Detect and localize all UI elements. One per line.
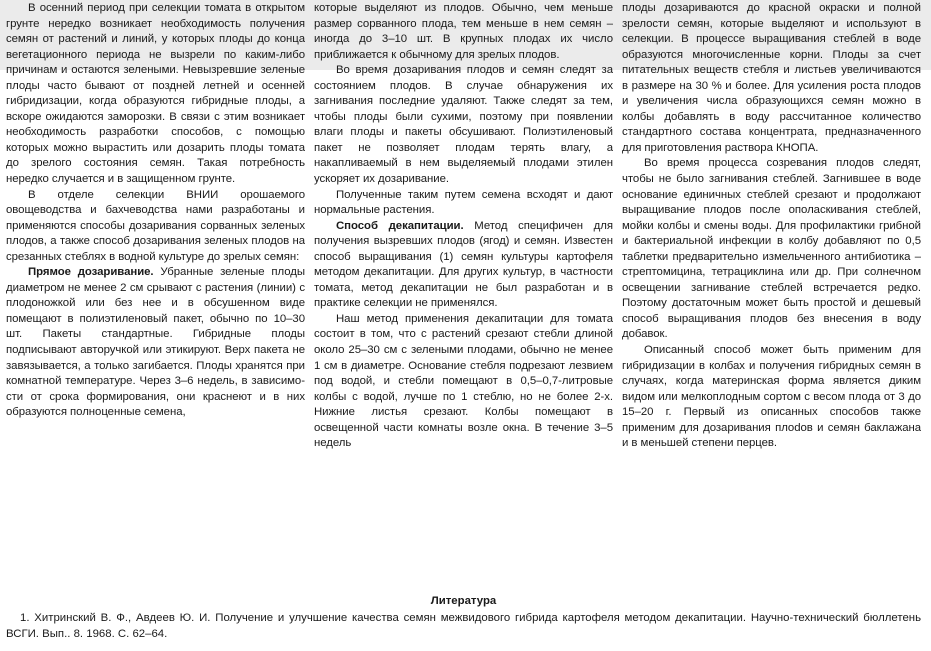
section-heading-direct-ripening: Прямое дозаривание. xyxy=(28,266,154,279)
references-heading: Литература xyxy=(430,595,497,607)
paragraph-text: Описанный способ может быть применим для гибридизации в колбах и получения гибридных семян в случаях, когда материнская форма является диким видом или мелкоплодным сортом с весом плода от 3 до 15–20 г. Первый из описанных способов также применим для дозаривания плоdов и семян баклажана и в меньшей степени перцев. xyxy=(622,344,921,450)
reference-item: 1. Хитринский В. Ф., Авдеев Ю. И. Получение и улучшение качества семян межвидового гибрида картофеля методом декапитации. Научно-технический бюллетень ВСГИ. Вып.. 8. 1968. С. 62–64. xyxy=(6,611,921,640)
paragraph-text: Метод специфичен для получения вызревших плодов (ягод) и семян. Известен способ выращивания (1) семян культуры картофеля методом декапитации. Для других культур, в частности томата, метод декапитации не был разработан и в практике селекции не применялся. xyxy=(314,219,613,310)
paragraph xyxy=(314,312,613,452)
paragraph xyxy=(314,63,613,187)
paragraph-text: Убранные зеленые плоды диаметром не менее 2 см срывают с растения (линии) с плодоножкой или без нее и в обсушенном виде помещают в полиэтиленовый пакет, обычно по 10–30 шт. Пакеты стандартные. Гибридные плоды подписывают авторучкой или этикируют. Верх пакета не завязывается, а только загибается. Плоды хранятся при комнатной температуре. Через 3–6 недель, в зависимости от срока формирования, они краснеют и в них образуются полноценные семена, xyxy=(6,266,305,419)
paragraph-text: которые выделяют из плодов. Обычно, чем меньше размер сорванного плода, тем меньше в нем семян – иногда до 3–10 шт. В крупных плодах их число приближается к обычному для зрелых плодов. xyxy=(314,2,613,61)
paragraph xyxy=(6,188,305,266)
paragraph-text: Во время дозаривания плодов и семян следят за состоянием плодов. В случае обнаружения их загнивания последние удаляют. Также следят за тем, чтобы плоды были сухими, поэтому при появлении влаги плоды и пакеты обсушивают. Полиэтиленовый пакет не позволяет плодам терять влагу, а накапливаемый в нем выделяемый плодами этилен ускоряет их дозаривание. xyxy=(314,64,613,186)
paragraph xyxy=(622,156,921,343)
paragraph-text: В осенний период при селекции томата в открытом грунте нередко возникает необходимость получения семян от растений и линий, у которых плоды до конца вегетационного периода не вызрели по каким-либо причинам и остаются зелеными. Невызревшие зеленые плоды часто бывают от поздней летней и осенней гибридизации, когда образуются гибридные плоды, а вскоре ожидаются заморозки. В связи с этим возникает необходимость разработки способов, с помощью которых можно вырастить или дозарить плоды томата до зрелого состояния семян. Такая потребность нередко случается и в защищенном грунте. xyxy=(6,2,305,186)
column-3 xyxy=(622,0,921,594)
paragraph xyxy=(622,1,921,156)
paragraph-text: плоды дозариваются до красной окраски и полной зрелости семян, которые выделяют и используют в селекции. В процессе выращивания стеблей в воде образуются многочисленные корни. Плоды за счет питательных веществ стебля и листьев увеличиваются в размере на 30 % и более. Для усиления роста плодов и увеличения числа образующихся семян можно в колбы добавлять в воду рассчитанное количество стандартного состава концентрата, предназначенного для приготовления раствора КНОПА. xyxy=(622,2,921,154)
article-body xyxy=(6,0,921,594)
paragraph xyxy=(314,188,613,219)
paragraph xyxy=(314,1,613,63)
section-heading-decapitation: Способ декапитации. xyxy=(336,219,464,232)
paragraph-text: Во время процесса созревания плодов следят, чтобы не было загнивания стеблей. Загнившее в воде основание единичных стеблей срезают и продолжают выращивание плодов после ополаскивания стеблей, мойки колбы и смены воды. Для профилактики грибной и бактериальной инфекции в колбу добавляют по 0,5 таблетки предварительно измельченного антибиотика – стрептомицина, тетрациклина или др. При солнечном освещении загнивание стеблей встречается редко. Поэтому достаточным может быть простой и дешевый способ выращивания плодов без внесения в воду добавок. xyxy=(622,157,921,341)
column-2 xyxy=(314,0,613,594)
references-section xyxy=(6,594,921,642)
paragraph xyxy=(6,265,305,420)
paragraph-text: В отделе селекции ВНИИ орошаемого овощеводства и бахчеводства нами разработаны и применяются способы дозаривания сорванных зеленых плодов, а также способ дозаривания зеленых плодов на срезанных стеблях в водной культуре до зрелых семян: xyxy=(6,188,305,263)
paragraph-text: Наш метод применения декапитации для томата состоит в том, что с растений срезают стебли длиной около 25–30 см с зелеными плодами, обычно не менее 1 см в диаметре. Основание стебля подрезают лезвием под водой, и стебли помещают в 0,5–0,7-литровые колбы с водой, лучше по 1 стеблю, но не более 2-х. Нижние листья срезают. Колбы помещают в освещенной части комнаты возле окна. В течение 3–5 недель xyxy=(314,312,613,450)
paragraph xyxy=(314,219,613,312)
paragraph xyxy=(6,1,305,188)
column-1 xyxy=(6,0,305,594)
paragraph xyxy=(622,343,921,452)
paragraph-text: Полученные таким путем семена всходят и дают нормальные растения. xyxy=(314,188,613,217)
